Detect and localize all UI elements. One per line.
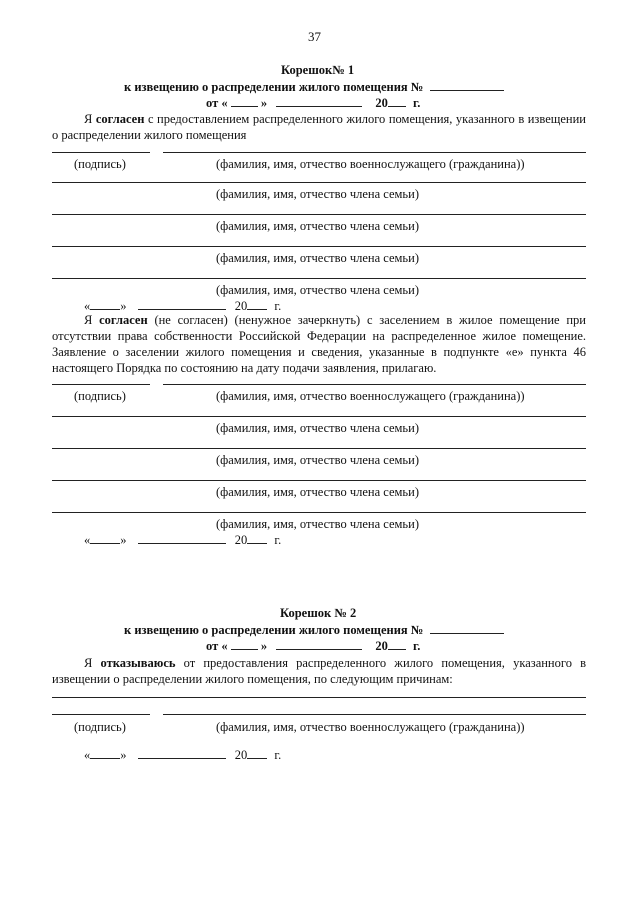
serviceman-caption: (фамилия, имя, отчество военнослужащего (гражданина))	[216, 157, 525, 171]
family-member-caption: (фамилия, имя, отчество члена семьи)	[216, 219, 419, 233]
date-suffix: г.	[274, 533, 282, 547]
stub2-date-year: 20	[375, 639, 388, 653]
stub2-day-blank[interactable]	[231, 638, 258, 650]
stub1-day-blank[interactable]	[231, 95, 258, 107]
stub2-date	[84, 747, 281, 762]
signature-caption: (подпись)	[74, 389, 126, 403]
month-blank[interactable]	[138, 747, 226, 759]
stub1-subtitle-text: к извещению о распределении жилого помещения №	[124, 80, 424, 94]
date-open-quote: «	[84, 533, 91, 547]
family-member-caption: (фамилия, имя, отчество члена семьи)	[216, 453, 419, 467]
family-member-line[interactable]	[52, 448, 586, 449]
family-member-line[interactable]	[52, 278, 586, 279]
stub1-agree-rest: с предоставлением распределенного жилого помещения, указанного в извещении о распределении жилого помещения	[52, 112, 586, 142]
family-member-line[interactable]	[52, 246, 586, 247]
stub1-date-mid: »	[260, 96, 268, 110]
family-member-line[interactable]	[52, 512, 586, 513]
date-year: 20	[234, 748, 248, 762]
family-member-line[interactable]	[52, 416, 586, 417]
date-open-quote: «	[84, 748, 91, 762]
stub2-refuse-rest: от предоставления распределенного жилого помещения, указанного в извещении о распределении жилого помещения, по следующим причинам:	[52, 656, 586, 686]
stub1-date-year: 20	[375, 96, 388, 110]
stub2-refuse-paragraph	[52, 655, 586, 687]
stub2-title: Корешок № 2	[280, 606, 357, 620]
serviceman-name-line[interactable]	[163, 152, 586, 153]
stub1-date-prefix: от «	[206, 96, 228, 110]
stub1-settle-lead: Я	[84, 313, 100, 327]
day-blank[interactable]	[90, 298, 120, 310]
stub2-month-blank[interactable]	[276, 638, 362, 650]
stub1-subtitle	[124, 79, 504, 94]
stub1-date2	[84, 532, 281, 547]
family-member-caption: (фамилия, имя, отчество члена семьи)	[216, 187, 419, 201]
serviceman-caption: (фамилия, имя, отчество военнослужащего (гражданина))	[216, 720, 525, 734]
date-year: 20	[234, 299, 248, 313]
stub1-date-line	[206, 95, 420, 110]
date-open-quote: «	[84, 299, 91, 313]
stub2-date-prefix: от «	[206, 639, 228, 653]
day-blank[interactable]	[90, 747, 120, 759]
day-blank[interactable]	[90, 532, 120, 544]
stub1-settle-rest: (не согласен) (ненужное зачеркнуть) с заселением в жилое помещение при отсутствии права собственности Российской Федерации на распределенное жилое помещение. Заявление о заселении жилого помещения и сведения, указанные в подпункте «е» пункта 46 настоящего Порядка по состоянию на дату подачи заявления, прилагаю.	[52, 313, 586, 375]
page-number: 37	[308, 29, 321, 44]
family-member-caption: (фамилия, имя, отчество члена семьи)	[216, 485, 419, 499]
stub2-date-line	[206, 638, 420, 653]
month-blank[interactable]	[138, 298, 226, 310]
stub2-date-mid: »	[260, 639, 268, 653]
date-close-quote: »	[120, 533, 127, 547]
stub1-number-blank[interactable]	[430, 79, 504, 91]
serviceman-name-line[interactable]	[163, 384, 586, 385]
stub1-settle-paragraph	[52, 312, 586, 376]
reasons-line[interactable]	[52, 697, 586, 698]
signature-line[interactable]	[52, 152, 150, 153]
date-close-quote: »	[120, 748, 127, 762]
family-member-line[interactable]	[52, 182, 586, 183]
stub1-date-suffix: г.	[412, 96, 421, 110]
year-blank[interactable]	[247, 747, 267, 759]
stub2-subtitle-text: к извещению о распределении жилого помещения №	[124, 623, 424, 637]
stub2-refuse-bold: отказываюсь	[100, 656, 176, 670]
serviceman-caption: (фамилия, имя, отчество военнослужащего (гражданина))	[216, 389, 525, 403]
stub1-date1	[84, 298, 281, 313]
family-member-line[interactable]	[52, 480, 586, 481]
stub1-year-blank[interactable]	[388, 95, 406, 107]
month-blank[interactable]	[138, 532, 226, 544]
stub1-settle-bold: согласен	[99, 313, 148, 327]
stub1-month-blank[interactable]	[276, 95, 362, 107]
year-blank[interactable]	[247, 532, 267, 544]
family-member-caption: (фамилия, имя, отчество члена семьи)	[216, 251, 419, 265]
date-year: 20	[234, 533, 248, 547]
family-member-caption: (фамилия, имя, отчество члена семьи)	[216, 283, 419, 297]
signature-line[interactable]	[52, 714, 150, 715]
family-member-caption: (фамилия, имя, отчество члена семьи)	[216, 517, 419, 531]
date-close-quote: »	[120, 299, 127, 313]
signature-caption: (подпись)	[74, 720, 126, 734]
family-member-caption: (фамилия, имя, отчество члена семьи)	[216, 421, 419, 435]
signature-line[interactable]	[52, 384, 150, 385]
stub1-agree-paragraph	[52, 111, 586, 143]
date-suffix: г.	[274, 748, 282, 762]
serviceman-name-line[interactable]	[163, 714, 586, 715]
stub1-agree-lead: Я	[84, 112, 96, 126]
stub2-date-suffix: г.	[412, 639, 421, 653]
signature-caption: (подпись)	[74, 157, 126, 171]
stub2-year-blank[interactable]	[388, 638, 406, 650]
stub2-refuse-lead: Я	[84, 656, 101, 670]
date-suffix: г.	[274, 299, 282, 313]
year-blank[interactable]	[247, 298, 267, 310]
family-member-line[interactable]	[52, 214, 586, 215]
stub2-number-blank[interactable]	[430, 622, 504, 634]
stub2-subtitle	[124, 622, 504, 637]
stub1-agree-bold: согласен	[95, 112, 145, 126]
stub1-title: Корешок№ 1	[281, 63, 355, 77]
